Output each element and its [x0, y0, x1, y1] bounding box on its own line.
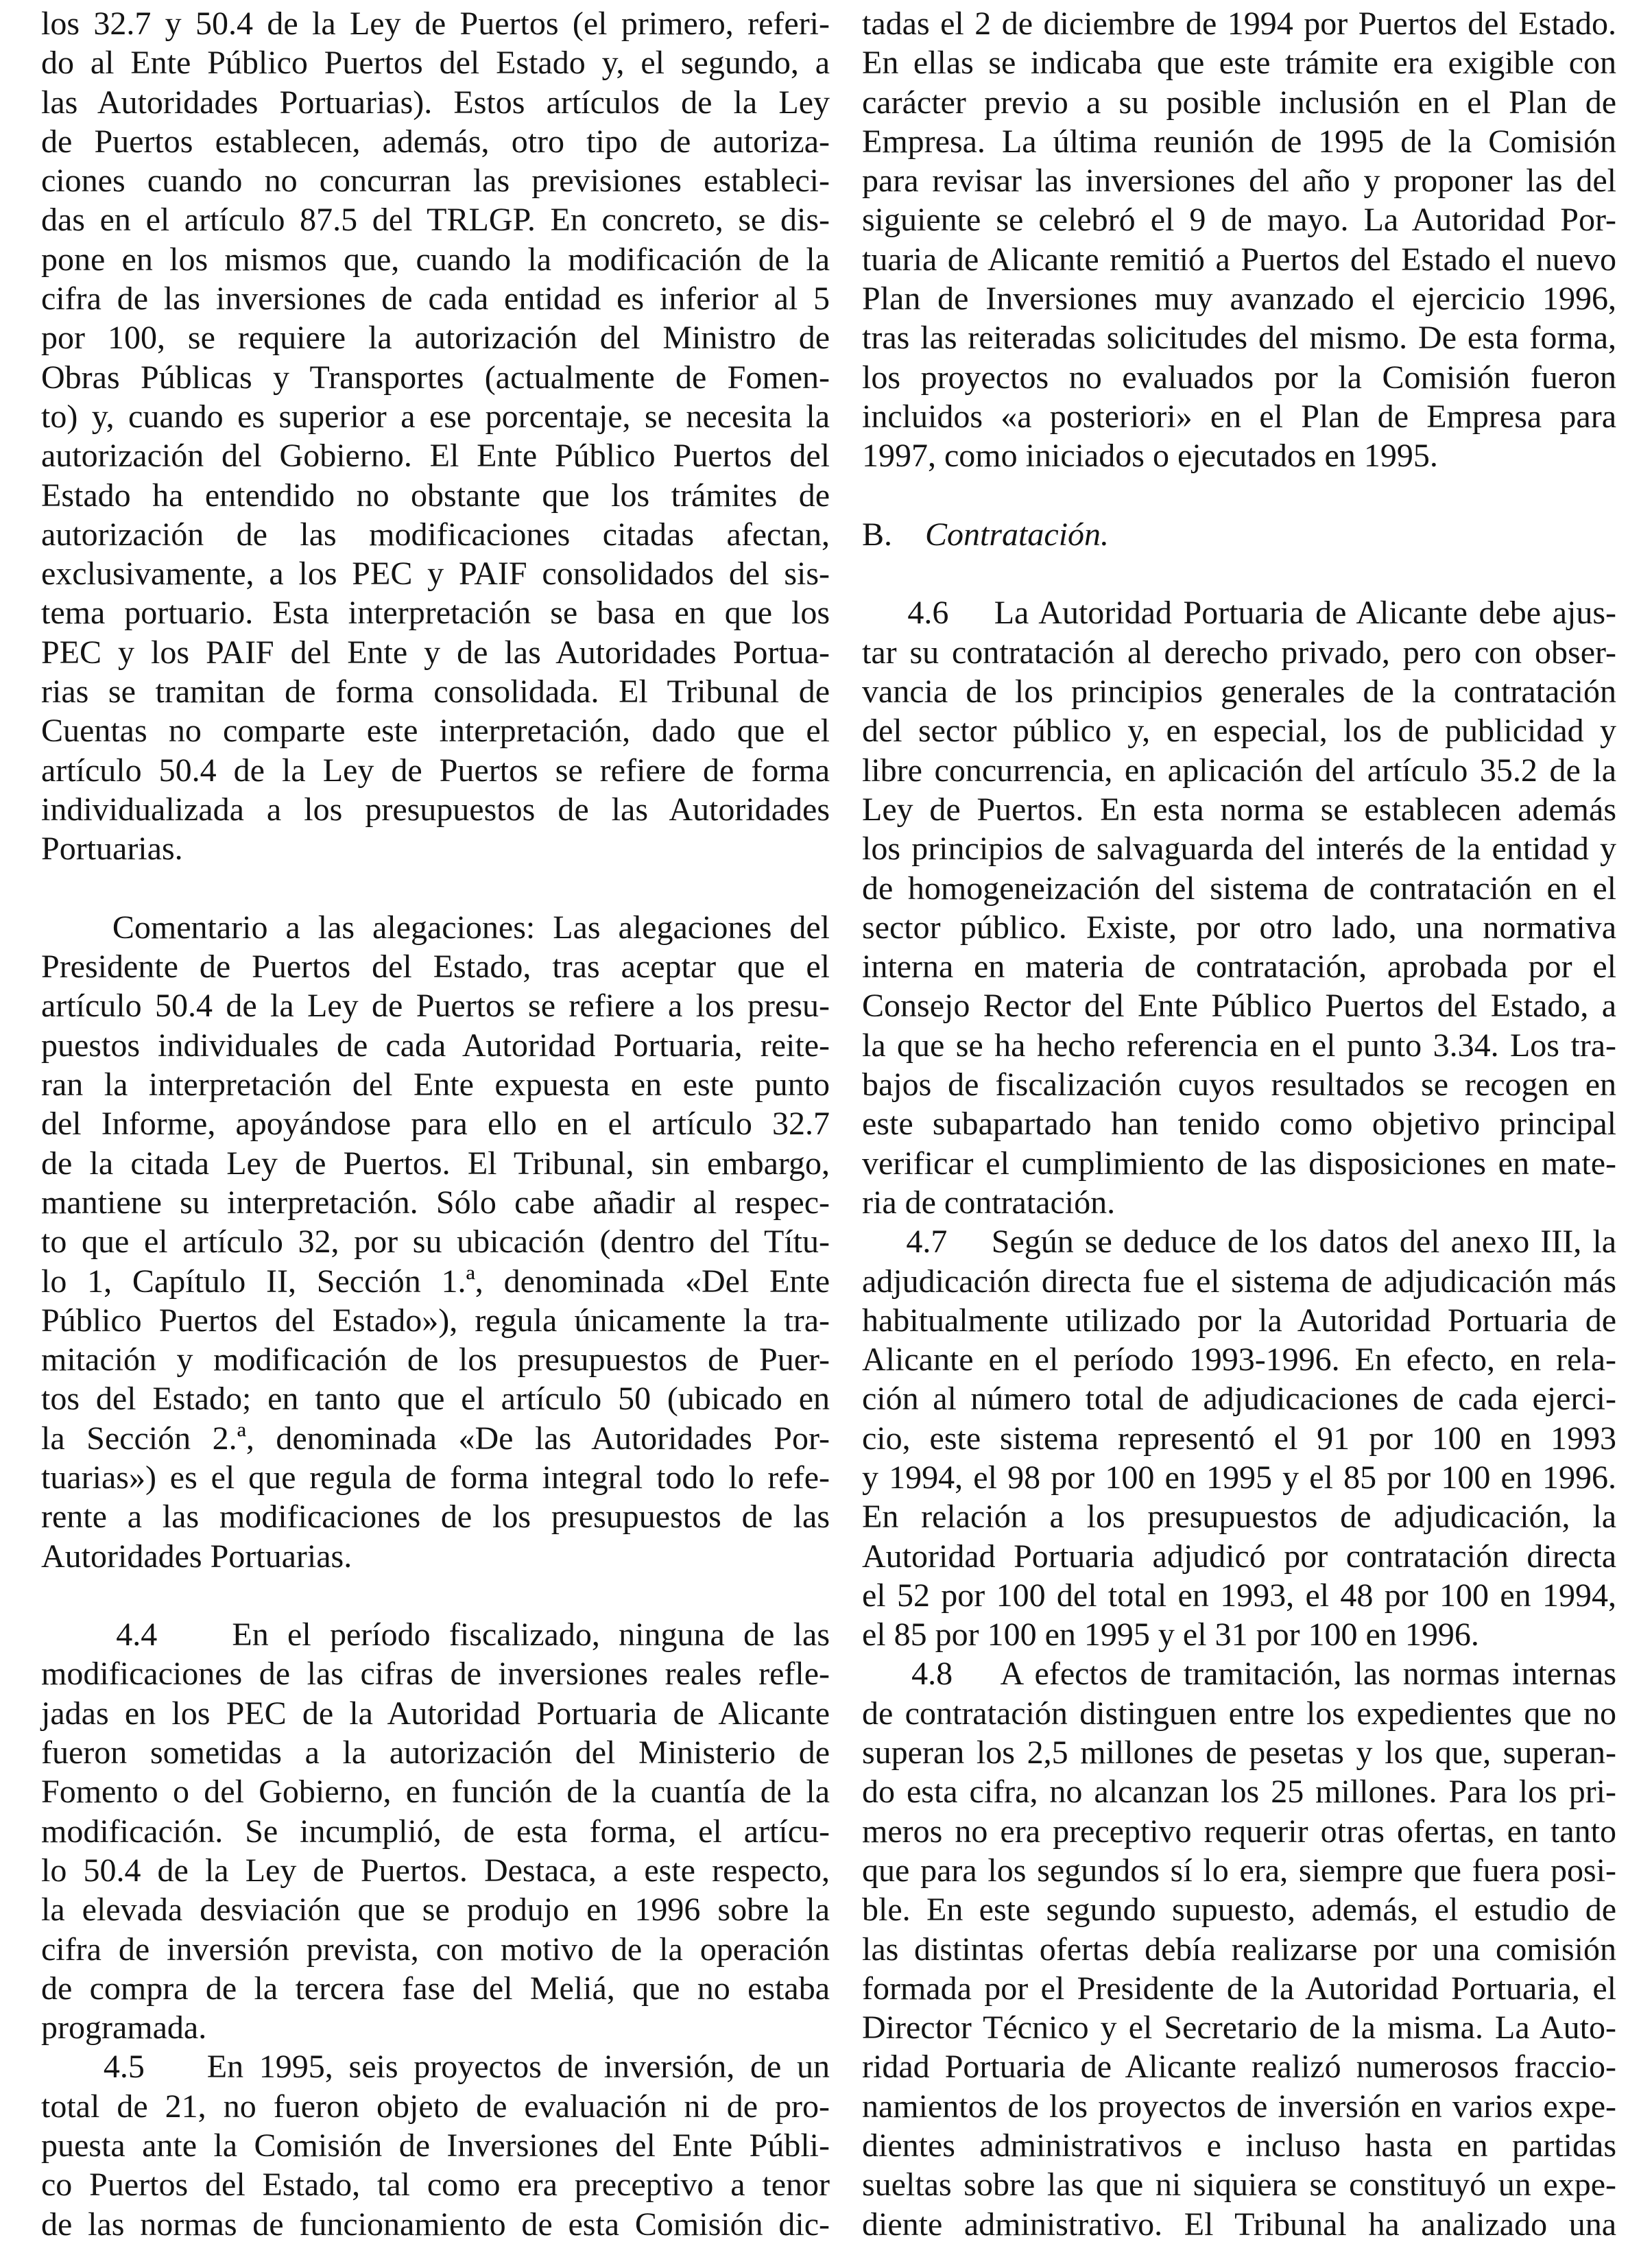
- text-line: Comentario a las alegaciones: Las alegaciones del: [41, 909, 830, 946]
- text-line: mantiene su interpretación. Sólo cabe añadir al respec-: [41, 1184, 830, 1221]
- text-line: por 100, se requiere la autorización del Ministro de: [41, 320, 830, 357]
- text-line: adjudicación directa fue el sistema de adjudicación más: [862, 1263, 1616, 1300]
- text-line: puesta ante la Comisión de Inversiones del Ente Públi-: [41, 2127, 830, 2164]
- text-line: tar su contratación al derecho privado, pero con obser-: [862, 634, 1616, 671]
- text-line: dientes administrativos e incluso hasta en partidas: [862, 2127, 1616, 2164]
- text-line: del Informe, apoyándose para ello en el artículo 32.7: [41, 1106, 830, 1143]
- section-heading-title: Contratación.: [925, 516, 1110, 553]
- text-line: to) y, cuando es superior a ese porcentaje, se necesita la: [41, 398, 830, 435]
- text-line: puestos individuales de cada Autoridad Portuaria, reite-: [41, 1027, 830, 1064]
- text-line: la Sección 2.ª, denominada «De las Autoridades Por-: [41, 1420, 830, 1457]
- text-line: Obras Públicas y Transportes (actualmente de Fomen-: [41, 359, 830, 396]
- paragraph-gap: [41, 1576, 830, 1615]
- text-line: de compra de la tercera fase del Meliá, que no estaba: [41, 1970, 830, 2007]
- text-line: los principios de salvaguarda del interés de la entidad y: [862, 831, 1616, 868]
- text-line: de Puertos establecen, además, otro tipo de autoriza-: [41, 123, 830, 160]
- text-line: En relación a los presupuestos de adjudicación, la: [862, 1499, 1616, 1536]
- text-line: para revisar las inversiones del año y proponer las del: [862, 163, 1616, 200]
- text-line: ridad Portuaria de Alicante realizó numerosos fraccio-: [862, 2049, 1616, 2086]
- text-line: de la citada Ley de Puertos. El Tribunal, sin embargo,: [41, 1145, 830, 1182]
- text-line: sueltas sobre las que ni siquiera se constituyó un expe-: [862, 2167, 1616, 2204]
- text-line: verificar el cumplimiento de las disposiciones en mate-: [862, 1145, 1616, 1182]
- text-line: Consejo Rector del Ente Público Puertos del Estado, a: [862, 988, 1616, 1025]
- text-line: Director Técnico y el Secretario de la misma. La Auto-: [862, 2009, 1616, 2046]
- text-line: la que se ha hecho referencia en el punto 3.34. Los tra-: [862, 1027, 1616, 1064]
- text-line: lo 50.4 de la Ley de Puertos. Destaca, a este respecto,: [41, 1852, 830, 1889]
- text-line: 4.4 En el período fiscalizado, ninguna de las: [41, 1616, 830, 1654]
- text-line: Autoridad Portuaria adjudicó por contratación directa: [862, 1538, 1616, 1575]
- text-line: diente administrativo. El Tribunal ha analizado una: [862, 2206, 1616, 2243]
- text-line: Presidente de Puertos del Estado, tras aceptar que el: [41, 948, 830, 986]
- text-line: Autoridades Portuarias.: [41, 1538, 352, 1575]
- text-line: tuaria de Alicante remitió a Puertos del Estado el nuevo: [862, 241, 1616, 278]
- text-line: incluidos «a posteriori» en el Plan de Empresa para: [862, 398, 1616, 435]
- text-line: 4.6 La Autoridad Portuaria de Alicante debe ajus-: [862, 595, 1616, 632]
- text-line: to que el artículo 32, por su ubicación (dentro del Títu-: [41, 1224, 830, 1261]
- text-line: superan los 2,5 millones de pesetas y los que, superan-: [862, 1734, 1616, 1771]
- text-line: Portuarias.: [41, 831, 183, 868]
- left-text-column: [41, 4, 830, 2244]
- text-line: sector público. Existe, por otro lado, una normativa: [862, 909, 1616, 946]
- text-line: bajos de fiscalización cuyos resultados se recogen en: [862, 1066, 1616, 1103]
- text-line: jadas en los PEC de la Autoridad Portuaria de Alicante: [41, 1695, 830, 1732]
- right-text-column: [862, 4, 1616, 2244]
- text-line: del sector público y, en especial, los de publicidad y: [862, 713, 1616, 750]
- text-line: Fomento o del Gobierno, en función de la cuantía de la: [41, 1774, 830, 1811]
- text-line: do esta cifra, no alcanzan los 25 millones. Para los pri-: [862, 1774, 1616, 1811]
- text-line: los proyectos no evaluados por la Comisión fueron: [862, 359, 1616, 396]
- text-line: los 32.7 y 50.4 de la Ley de Puertos (el primero, referi-: [41, 5, 830, 42]
- text-line: artículo 50.4 de la Ley de Puertos se refiere de forma: [41, 752, 830, 789]
- text-line: de contratación distinguen entre los expedientes que no: [862, 1695, 1616, 1732]
- text-line: la elevada desviación que se produjo en 1996 sobre la: [41, 1891, 830, 1929]
- text-line: libre concurrencia, en aplicación del artículo 35.2 de la: [862, 752, 1616, 789]
- text-line: programada.: [41, 2009, 207, 2046]
- text-line: 4.8 A efectos de tramitación, las normas internas: [862, 1656, 1616, 1693]
- text-line: autorización de las modificaciones citadas afectan,: [41, 516, 830, 553]
- text-line: 4.5 En 1995, seis proyectos de inversión, de un: [41, 2049, 830, 2086]
- text-line: Ley de Puertos. En esta norma se establecen además: [862, 791, 1616, 828]
- text-line: el 85 por 100 en 1995 y el 31 por 100 en 1996.: [862, 1616, 1479, 1654]
- text-line: interna en materia de contratación, aprobada por el: [862, 948, 1616, 986]
- text-line: ción al número total de adjudicaciones de cada ejerci-: [862, 1381, 1616, 1418]
- text-line: 4.7 Según se deduce de los datos del anexo III, la: [862, 1224, 1616, 1261]
- text-line: namientos de los proyectos de inversión en varios expe-: [862, 2088, 1616, 2125]
- text-line: ria de contratación.: [862, 1184, 1116, 1221]
- text-line: ran la interpretación del Ente expuesta en este punto: [41, 1066, 830, 1103]
- text-line: las Autoridades Portuarias). Estos artículos de la Ley: [41, 84, 830, 121]
- text-line: mitación y modificación de los presupuestos de Puer-: [41, 1341, 830, 1378]
- text-line: tuarias») es el que regula de forma integral todo lo refe-: [41, 1459, 830, 1496]
- text-line: fueron sometidas a la autorización del Ministerio de: [41, 1734, 830, 1771]
- text-line: PEC y los PAIF del Ente y de las Autoridades Portua-: [41, 634, 830, 671]
- text-line: de homogeneización del sistema de contratación en el: [862, 870, 1616, 907]
- text-line: co Puertos del Estado, tal como era preceptivo a tenor: [41, 2167, 830, 2204]
- text-line: carácter previo a su posible inclusión en el Plan de: [862, 84, 1616, 121]
- text-line: cio, este sistema representó el 91 por 100 en 1993: [862, 1420, 1616, 1457]
- text-line: este subapartado han tenido como objetivo principal: [862, 1106, 1616, 1143]
- text-line: tema portuario. Esta interpretación se basa en que los: [41, 595, 830, 632]
- text-line: lo 1, Capítulo II, Sección 1.ª, denominada «Del Ente: [41, 1263, 830, 1300]
- text-line: rente a las modificaciones de los presupuestos de las: [41, 1499, 830, 1536]
- text-line: meros no era preceptivo requerir otras ofertas, en tanto: [862, 1813, 1616, 1850]
- text-line: siguiente se celebró el 9 de mayo. La Autoridad Por-: [862, 202, 1616, 239]
- text-line: y 1994, el 98 por 100 en 1995 y el 85 por 100 en 1996.: [862, 1459, 1616, 1496]
- text-line: total de 21, no fueron objeto de evaluación ni de pro-: [41, 2088, 830, 2125]
- text-line: Público Puertos del Estado»), regula únicamente la tra-: [41, 1302, 830, 1339]
- text-line: exclusivamente, a los PEC y PAIF consolidados del sis-: [41, 556, 830, 593]
- section-heading-number: B.: [862, 516, 893, 553]
- text-line: las distintas ofertas debía realizarse por una comisión: [862, 1931, 1616, 1968]
- text-line: habitualmente utilizado por la Autoridad Portuaria de: [862, 1302, 1616, 1339]
- text-line: das en el artículo 87.5 del TRLGP. En concreto, se dis-: [41, 202, 830, 239]
- text-line: Empresa. La última reunión de 1995 de la Comisión: [862, 123, 1616, 160]
- section-heading: [862, 515, 1616, 554]
- text-line: ble. En este segundo supuesto, además, el estudio de: [862, 1891, 1616, 1929]
- text-line: do al Ente Público Puertos del Estado y, el segundo, a: [41, 45, 830, 82]
- text-line: el 52 por 100 del total en 1993, el 48 por 100 en 1994,: [862, 1577, 1616, 1614]
- text-line: Plan de Inversiones muy avanzado el ejercicio 1996,: [862, 280, 1616, 318]
- text-line: ciones cuando no concurran las previsiones estableci-: [41, 163, 830, 200]
- text-line: artículo 50.4 de la Ley de Puertos se refiere a los presu-: [41, 988, 830, 1025]
- text-line: autorización del Gobierno. El Ente Público Puertos del: [41, 438, 830, 475]
- text-line: 1997, como iniciados o ejecutados en 1995.: [862, 438, 1438, 475]
- text-line: cifra de inversión prevista, con motivo de la operación: [41, 1931, 830, 1968]
- text-line: de las normas de funcionamiento de esta Comisión dic-: [41, 2206, 830, 2243]
- text-line: tos del Estado; en tanto que el artículo 50 (ubicado en: [41, 1381, 830, 1418]
- text-line: modificación. Se incumplió, de esta forma, el artícu-: [41, 1813, 830, 1850]
- text-line: modificaciones de las cifras de inversiones reales refle-: [41, 1656, 830, 1693]
- text-line: tras las reiteradas solicitudes del mismo. De esta forma,: [862, 320, 1616, 357]
- text-line: En ellas se indicaba que este trámite era exigible con: [862, 45, 1616, 82]
- text-line: Cuentas no comparte este interpretación, dado que el: [41, 713, 830, 750]
- paragraph-gap: [862, 554, 1616, 593]
- paragraph-gap: [862, 476, 1616, 515]
- text-line: tadas el 2 de diciembre de 1994 por Puertos del Estado.: [862, 5, 1616, 42]
- text-line: cifra de las inversiones de cada entidad es inferior al 5: [41, 280, 830, 318]
- text-line: pone en los mismos que, cuando la modificación de la: [41, 241, 830, 278]
- text-line: formada por el Presidente de la Autoridad Portuaria, el: [862, 1970, 1616, 2007]
- text-line: vancia de los principios generales de la contratación: [862, 673, 1616, 711]
- text-line: Estado ha entendido no obstante que los trámites de: [41, 477, 830, 514]
- text-line: rias se tramitan de forma consolidada. El Tribunal de: [41, 673, 830, 711]
- text-line: Alicante en el período 1993-1996. En efecto, en rela-: [862, 1341, 1616, 1378]
- paragraph-gap: [41, 869, 830, 908]
- text-line: individualizada a los presupuestos de las Autoridades: [41, 791, 830, 828]
- text-line: que para los segundos sí lo era, siempre que fuera posi-: [862, 1852, 1616, 1889]
